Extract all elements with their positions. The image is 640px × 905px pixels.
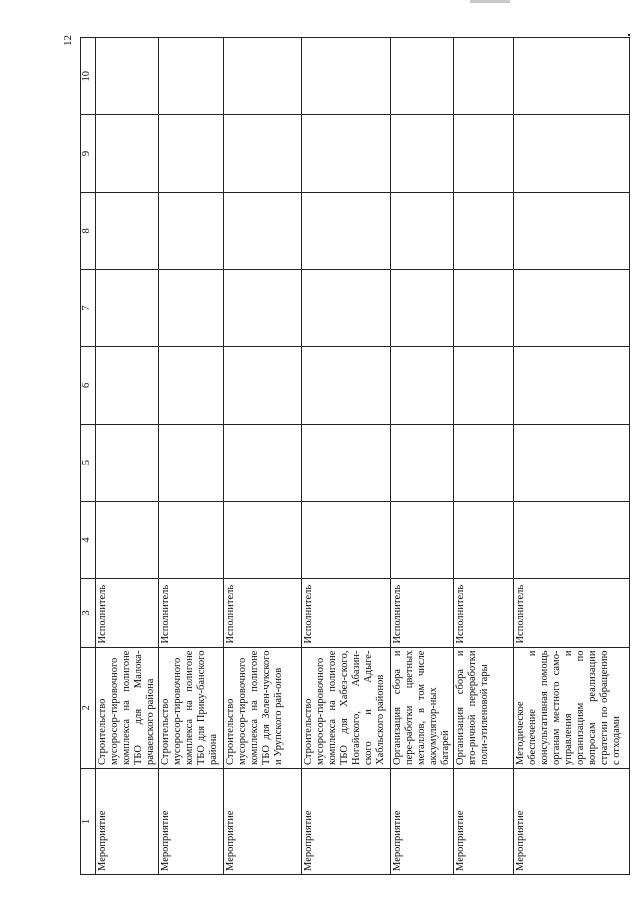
col-header-1: 1 [81, 769, 96, 875]
page-number: 12 [62, 35, 74, 46]
cell-description: Методическое обеспечение и консультативная помощь органам местного само-управления и организациям по вопросам реализации стратегии по обращению с отходами [514, 647, 630, 768]
col-header-10: 10 [81, 38, 96, 115]
cell-description: Строительство мусоросор-тировочного комплекса на полигоне ТБО для Хабез-ского, Ногайского, Абазин-ского и Адыге-Хабльского районов [302, 647, 391, 768]
cell-role: Исполнитель [391, 579, 454, 647]
table-row [159, 38, 224, 875]
col-header-3: 3 [81, 579, 96, 647]
col-header-4: 4 [81, 501, 96, 578]
table-row [454, 38, 514, 875]
col-header-6: 6 [81, 347, 96, 424]
cell-role: Исполнитель [514, 579, 630, 647]
table-row [302, 38, 391, 875]
table-row [514, 38, 630, 875]
cell-description: Строительство мусоросор-тировочного комплекса на полигоне ТБО для Зелен-чукского и Урупского рай-онов [224, 647, 302, 768]
col-header-5: 5 [81, 424, 96, 501]
header-row [81, 38, 96, 875]
table-row [96, 38, 159, 875]
col-header-7: 7 [81, 269, 96, 346]
cell-description: Организация сбора и пере-работки цветных металлов, в том числе аккумулятор-ных батарей [391, 647, 454, 768]
cell-type: Мероприятие [224, 769, 302, 875]
rotated-page [62, 35, 625, 875]
cell-type: Мероприятие [454, 769, 514, 875]
table-row [391, 38, 454, 875]
cell-role: Исполнитель [302, 579, 391, 647]
cell-role: Исполнитель [96, 579, 159, 647]
cell-type: Мероприятие [96, 769, 159, 875]
cell-type: Мероприятие [302, 769, 391, 875]
cell-role: Исполнитель [454, 579, 514, 647]
cell-description: Организация сбора и вто-ричной переработки поли-этиленовой тары [454, 647, 514, 768]
table-row [224, 38, 302, 875]
col-header-8: 8 [81, 192, 96, 269]
cell-description: Строительство мусоросор-тировочного комплекса на полигоне ТБО для Малока-рачаевского района [96, 647, 159, 768]
cell-type: Мероприятие [514, 769, 630, 875]
cell-description: Строительство мусоросор-тировочного комплекса на полигоне ТБО для Прику-банского района [159, 647, 224, 768]
cell-role: Исполнитель [224, 579, 302, 647]
cell-role: Исполнитель [159, 579, 224, 647]
cell-type: Мероприятие [159, 769, 224, 875]
cell-type: Мероприятие [391, 769, 454, 875]
measures-table [80, 37, 630, 875]
scan-artifact [470, 0, 510, 3]
col-header-2: 2 [81, 647, 96, 768]
scan-dot [628, 34, 630, 36]
col-header-9: 9 [81, 115, 96, 192]
